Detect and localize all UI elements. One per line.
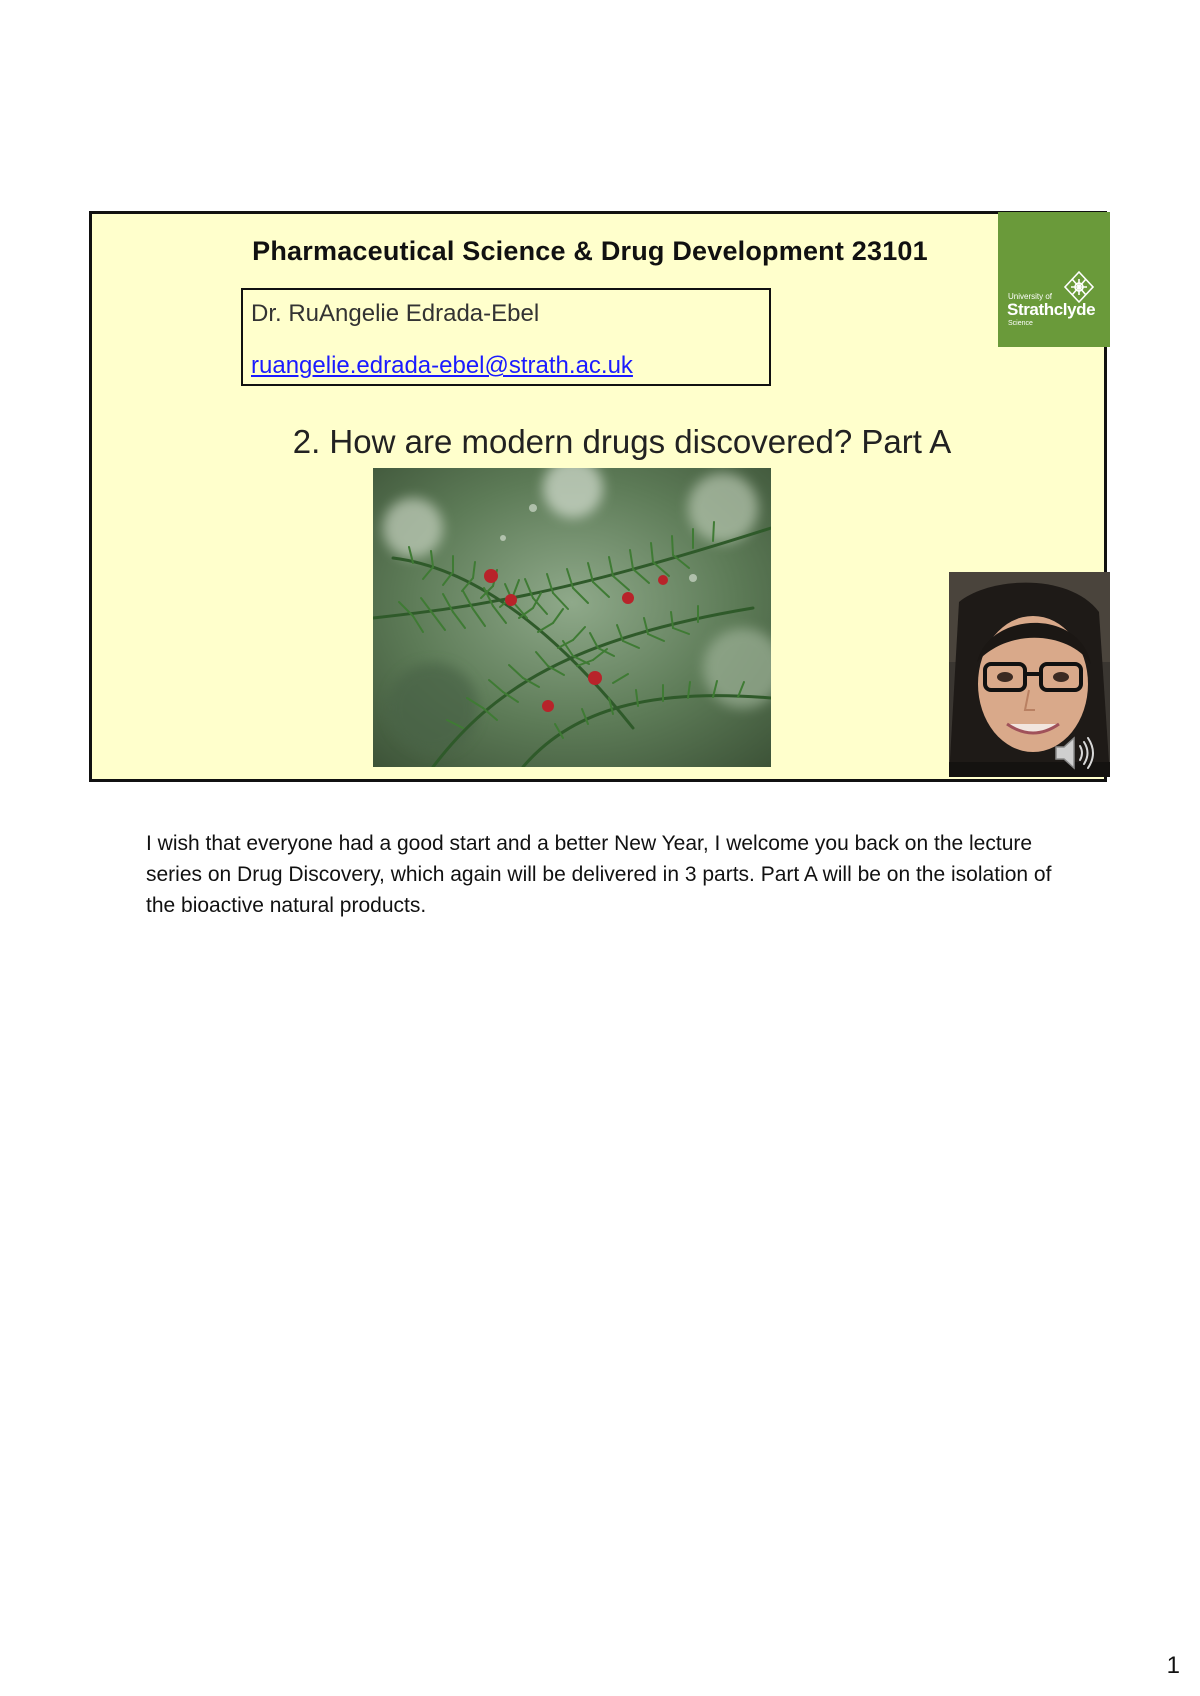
university-logo <box>998 212 1110 347</box>
author-info-box <box>241 288 771 386</box>
course-title: Pharmaceutical Science & Drug Development 23101 <box>252 236 928 266</box>
speaker-audio-icon[interactable] <box>1052 733 1098 773</box>
author-email-link[interactable]: ruangelie.edrada-ebel@strath.ac.uk <box>251 352 633 379</box>
yew-branch-photo <box>373 468 771 767</box>
yew-photo-graphic <box>373 468 771 767</box>
crest-icon <box>1062 270 1096 304</box>
logo-main-text: Strathclyde <box>1007 300 1096 319</box>
logo-sub-text: Science <box>1008 320 1033 327</box>
logo-small-text: University of <box>1008 292 1053 301</box>
page-number: 1 <box>1166 1652 1180 1679</box>
speaker-notes: I wish that everyone had a good start and a better New Year, I welcome you back on the lecture series on Drug Discovery, which again will be delivered in 3 parts. Part A will be on the isolation of the bioactive natural products. <box>146 832 1052 917</box>
author-name: Dr. RuAngelie Edrada-Ebel <box>251 300 540 327</box>
lecture-title: 2. How are modern drugs discovered? Part A <box>292 423 952 460</box>
lecture-slide <box>89 211 1107 782</box>
